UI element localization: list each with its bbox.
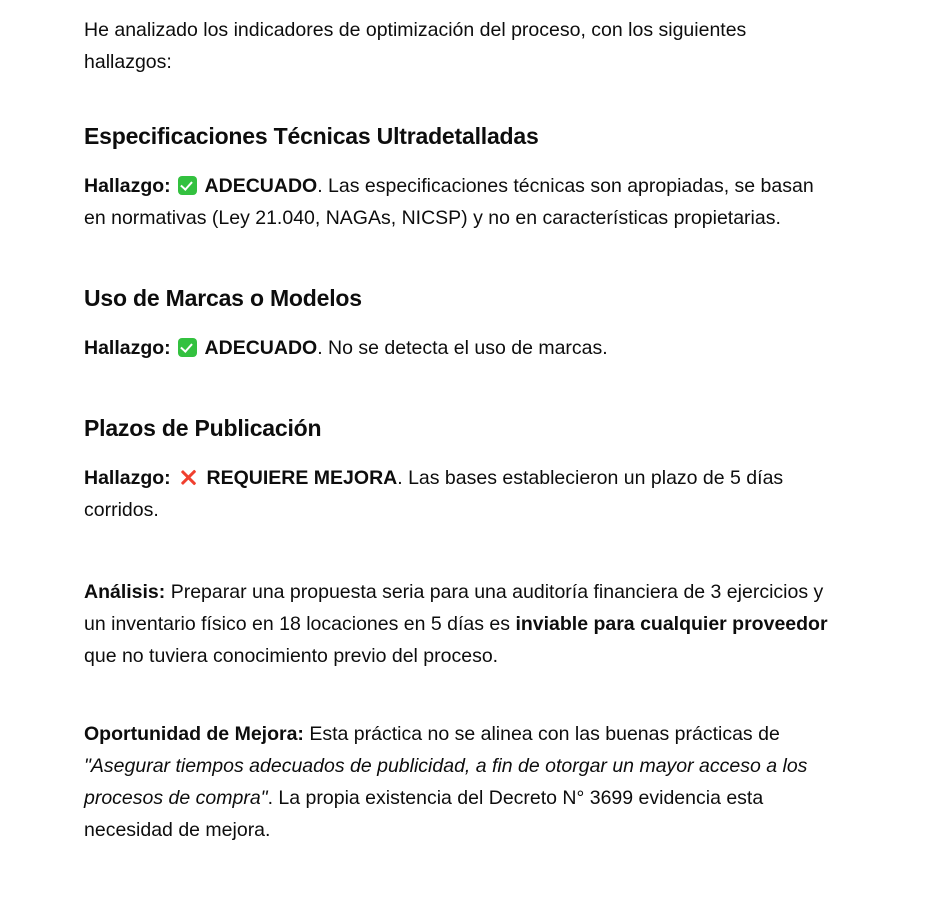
section-title-plazos-de-publicacion: Plazos de Publicación <box>84 415 322 441</box>
finding-especificaciones-tecnicas <box>84 170 828 234</box>
improvement-text-1: Esta práctica no se alinea con las buenas prácticas de <box>303 723 780 745</box>
intro-paragraph: He analizado los indicadores de optimización del proceso, con los siguientes hallazgos: <box>84 19 747 73</box>
cross-mark-icon <box>179 468 198 487</box>
finding-plazos-de-publicacion <box>84 462 828 526</box>
finding-uso-de-marcas <box>84 332 828 364</box>
status-badge: ADECUADO <box>204 175 318 197</box>
white-heavy-check-mark-icon <box>178 338 197 357</box>
status-badge: REQUIERE MEJORA <box>206 467 398 489</box>
improvement-paragraph <box>84 718 828 846</box>
white-heavy-check-mark-icon <box>178 176 197 195</box>
finding-body: . Las bases establecieron un plazo de 5 días corridos. <box>84 467 784 521</box>
improvement-label: Oportunidad de Mejora: <box>84 723 304 745</box>
section-title-uso-de-marcas: Uso de Marcas o Modelos <box>84 285 362 311</box>
analysis-label: Análisis: <box>84 581 166 603</box>
section-title-especificaciones-tecnicas: Especificaciones Técnicas Ultradetalladas <box>84 123 539 149</box>
status-badge: ADECUADO <box>204 337 318 359</box>
analysis-paragraph <box>84 576 828 672</box>
analysis-text-1: Preparar una propuesta seria para una auditoría financiera de 3 ejercicios y un inventario físico en 18 locaciones en 5 días es <box>84 581 824 635</box>
finding-body: . No se detecta el uso de marcas. <box>317 337 608 359</box>
analysis-emphasis: inviable para cualquier proveedor <box>515 613 828 635</box>
improvement-text-2: . La propia existencia del Decreto N° 3699 evidencia esta necesidad de mejora. <box>84 787 764 841</box>
finding-label: Hallazgo: <box>84 175 171 197</box>
improvement-quote: "Asegurar tiempos adecuados de publicidad, a fin de otorgar un mayor acceso a los procesos de compra" <box>84 755 808 809</box>
finding-label: Hallazgo: <box>84 337 171 359</box>
finding-label: Hallazgo: <box>84 467 171 489</box>
finding-body: . Las especificaciones técnicas son apropiadas, se basan en normativas (Ley 21.040, NAGAs, NICSP) y no en características propietarias. <box>84 175 814 229</box>
analysis-text-2: que no tuviera conocimiento previo del proceso. <box>84 645 499 667</box>
